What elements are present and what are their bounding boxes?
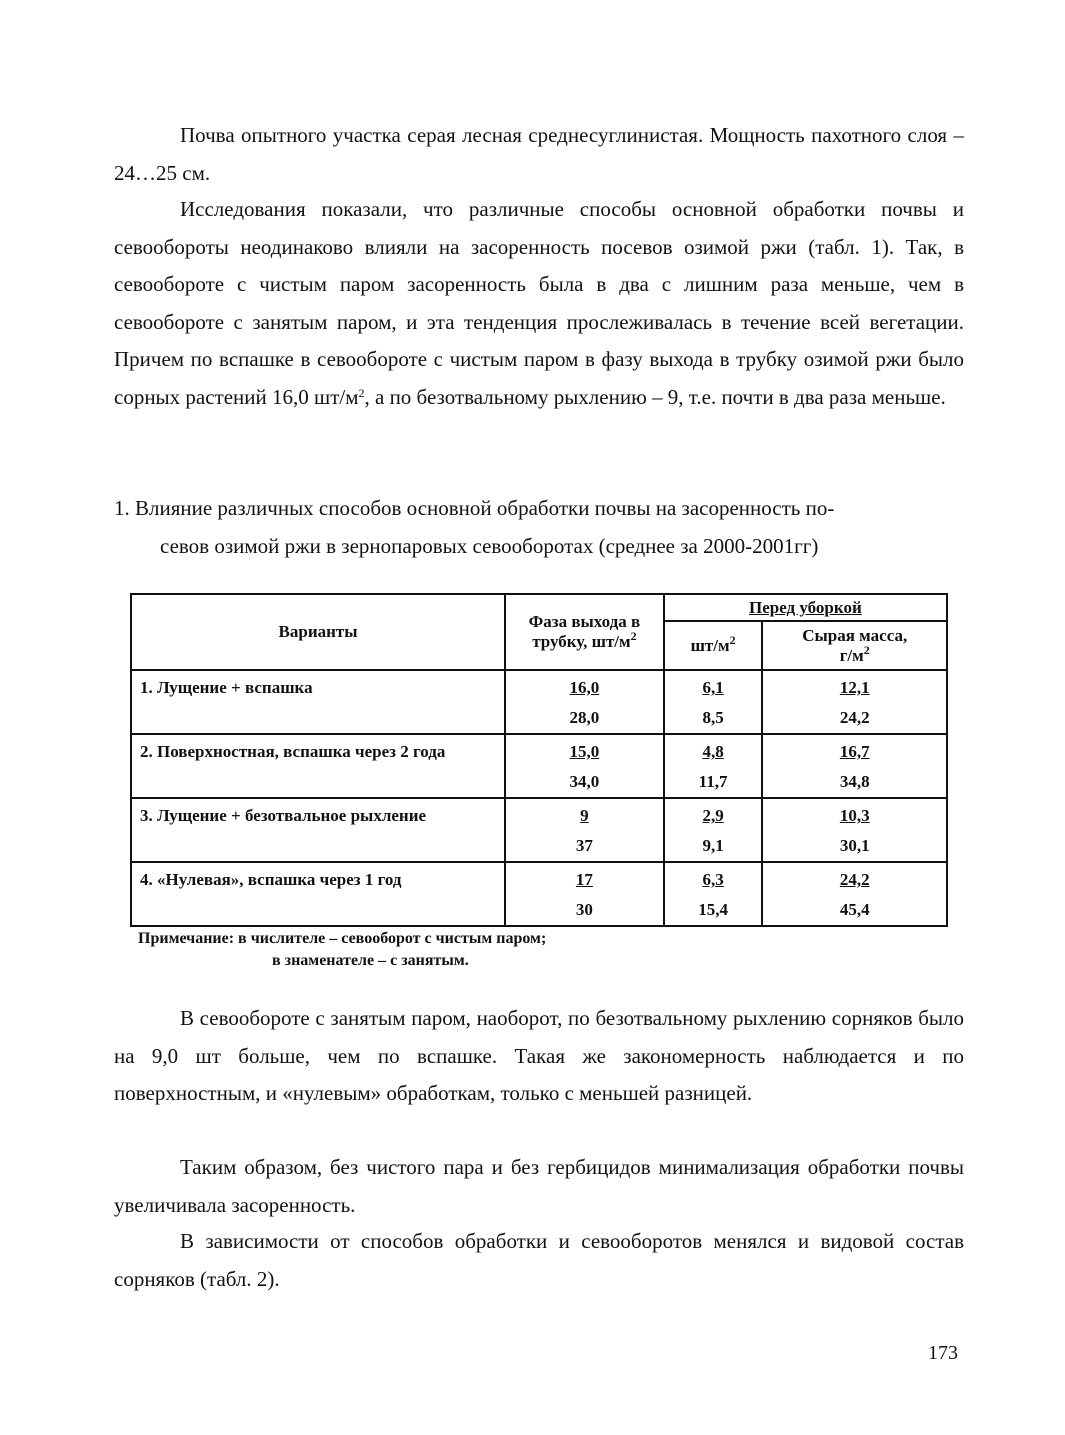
superscript: 2 (863, 642, 870, 657)
header-mass-line1: Сырая масса, (802, 625, 908, 645)
table-caption-line2: севов озимой ржи в зернопаровых севооборотах (среднее за 2000-2001гг) (160, 533, 819, 558)
table-note-line1: Примечание: в числителе – севооборот с чистым паром; (138, 930, 547, 947)
denominator: 30 (575, 900, 593, 919)
phase-cell (505, 734, 664, 798)
denominator: 9,1 (702, 836, 724, 855)
superscript: 2 (630, 628, 637, 643)
header-count-label: шт/м (690, 635, 730, 655)
table-row (131, 798, 947, 862)
phase-cell (505, 798, 664, 862)
numerator: 9 (580, 806, 589, 825)
header-variants: Варианты (131, 594, 505, 670)
numerator: 16,0 (569, 678, 600, 697)
variant-name: 1. Лущение + вспашка (131, 670, 505, 734)
table-row (131, 862, 947, 926)
paragraph-species: В зависимости от способов обработки и севооборотов менялся и видовой состав сорняков (табл. 2). (114, 1229, 964, 1291)
denominator: 45,4 (839, 900, 870, 919)
mass-cell (762, 862, 947, 926)
phase-cell (505, 862, 664, 926)
superscript: 2 (358, 385, 365, 400)
denominator: 11,7 (698, 772, 728, 791)
numerator: 16,7 (839, 742, 870, 761)
phase-cell (505, 670, 664, 734)
page-number: 173 (928, 1342, 958, 1364)
numerator: 17 (575, 870, 593, 889)
numerator: 2,9 (702, 806, 724, 825)
denominator: 37 (575, 836, 593, 855)
paragraph-soil: Почва опытного участка серая лесная среднесуглинистая. Мощность пахотного слоя – 24…25 см. (114, 123, 964, 185)
table-row (131, 670, 947, 734)
paragraph-research (114, 191, 964, 417)
header-mass-line2: г/м (839, 645, 864, 665)
numerator: 6,1 (702, 678, 724, 697)
numerator: 10,3 (839, 806, 870, 825)
denominator: 28,0 (569, 708, 600, 727)
table-caption (114, 490, 964, 565)
table-row (131, 734, 947, 798)
header-harvest-text: Перед уборкой (748, 597, 862, 617)
header-phase (505, 594, 664, 670)
variant-name: 3. Лущение + безотвальное рыхление (131, 798, 505, 862)
denominator: 30,1 (839, 836, 870, 855)
variant-name: 4. «Нулевая», вспашка через 1 год (131, 862, 505, 926)
numerator: 15,0 (569, 742, 600, 761)
denominator: 8,5 (702, 708, 724, 727)
table-caption-line1: 1. Влияние различных способов основной обработки почвы на засоренность по- (114, 496, 835, 520)
mass-cell (762, 798, 947, 862)
header-harvest (664, 594, 947, 621)
variant-name: 2. Поверхностная, вспашка через 2 года (131, 734, 505, 798)
header-phase-line2: трубку, шт/м (532, 632, 631, 651)
mass-cell (762, 734, 947, 798)
paragraph-research-tail: , а по безотвальному рыхлению – 9, т.е. почти в два раза меньше. (364, 384, 946, 409)
denominator: 34,0 (569, 772, 600, 791)
table-note-line2: в знаменателе – с занятым. (272, 952, 469, 969)
header-count (664, 621, 763, 670)
count-cell (664, 670, 763, 734)
numerator: 12,1 (839, 678, 870, 697)
paragraph-occupied-fallow: В севообороте с занятым паром, наоборот, по безотвальному рыхлению сорняков было на 9,0 шт больше, чем по вспашке. Такая же закономерность наблюдается и по поверхностным, и «нулевым» обработкам, только с меньшей разницей. (114, 1006, 964, 1106)
denominator: 15,4 (698, 900, 728, 919)
numerator: 6,3 (702, 870, 724, 889)
count-cell (664, 862, 763, 926)
count-cell (664, 734, 763, 798)
denominator: 34,8 (839, 772, 870, 791)
paragraph-research-text: Исследования показали, что различные способы основной обработки почвы и севообороты неодинаково влияли на засоренность посевов озимой ржи (табл. 1). Так, в севообороте с чистым паром засоренность была в два с лишним раза меньше, чем в севообороте с занятым паром, и эта тенденция прослеживалась в течение всей вегетации. Причем по вспашке в севообороте с чистым паром в фазу выхода в трубку озимой ржи было сорных растений 16,0 шт/м (114, 197, 964, 409)
table-note (138, 928, 546, 972)
weed-table (130, 593, 948, 927)
header-phase-line1: Фаза выхода в (528, 612, 641, 631)
count-cell (664, 798, 763, 862)
denominator: 24,2 (839, 708, 870, 727)
paragraph-conclusion: Таким образом, без чистого пара и без гербицидов минимализация обработки почвы увеличивала засоренность. (114, 1155, 964, 1217)
header-mass (762, 621, 947, 670)
numerator: 4,8 (702, 742, 724, 761)
numerator: 24,2 (839, 870, 870, 889)
superscript: 2 (729, 632, 736, 647)
mass-cell (762, 670, 947, 734)
